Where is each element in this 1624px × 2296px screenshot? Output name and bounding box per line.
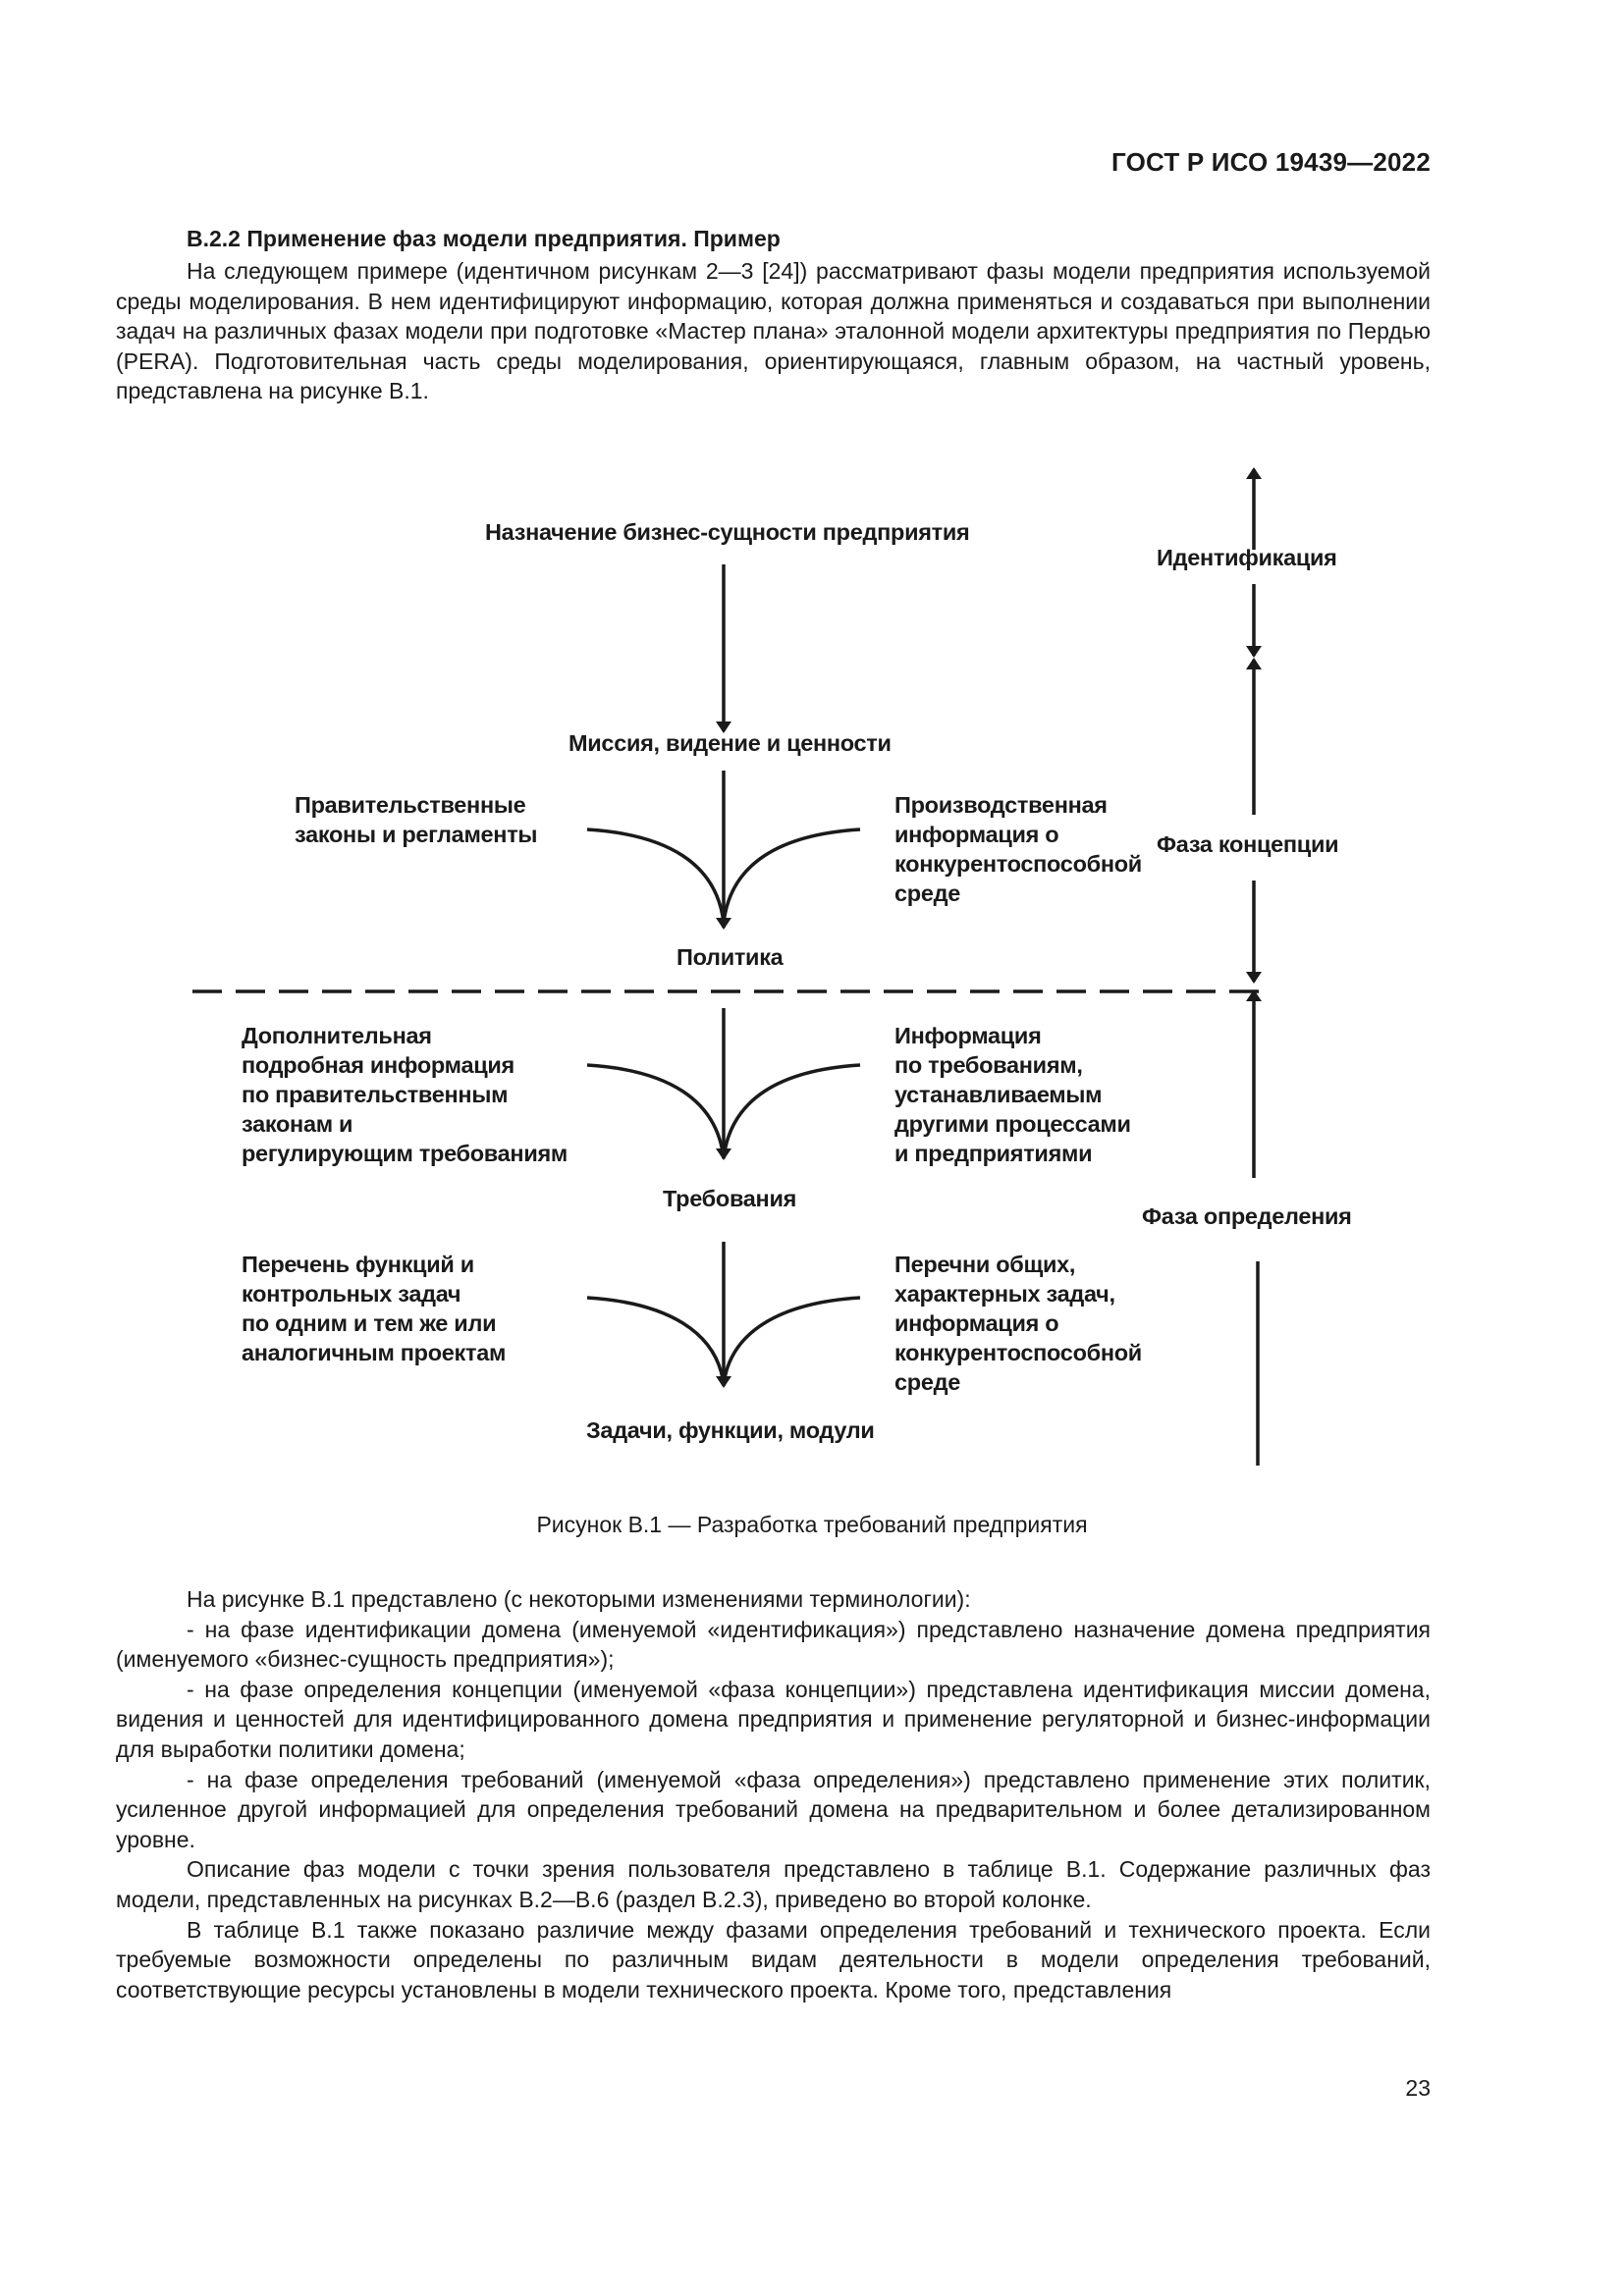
phase-concept: Фаза концепции [1157, 831, 1339, 857]
curve-common-tasks [724, 1298, 860, 1384]
curve-functions-list [587, 1298, 724, 1384]
input-line: аналогичным проектам [242, 1340, 507, 1365]
node-requirements: Требования [663, 1186, 797, 1211]
body-paragraph: На рисунке В.1 представлено (с некоторыми изменениями терминологии): [187, 1586, 971, 1612]
node-tasks: Задачи, функции, модули [586, 1417, 875, 1443]
input-line: и предприятиями [894, 1141, 1093, 1166]
input-line: контрольных задач [242, 1281, 461, 1307]
node-mission: Миссия, видение и ценности [568, 730, 892, 756]
input-line: Перечни общих, [894, 1252, 1076, 1277]
input-line: среде [894, 1369, 960, 1395]
figure-caption: Рисунок В.1 — Разработка требований предприятия [536, 1512, 1088, 1537]
input-line: законам и [242, 1111, 353, 1137]
input-line: по требованиям, [894, 1052, 1083, 1078]
body-bullet: - на фазе определения требований (именуемой «фаза определения») представлено применение этих политик, усиленное другой информацией для определения требований домена на предварительном и более детализированном уровне. [116, 1766, 1431, 1852]
input-line: устанавливаемым [894, 1082, 1103, 1107]
input-functions-list [242, 1250, 506, 1367]
intro-text: На следующем примере (идентичном рисункам 2—3 [24]) рассматривают фазы модели предприятия используемой среды моделирования. В нем идентифицируют информацию, которая должна применяться и создаваться при выполнении задач на различных фазах модели при подготовке «Мастер плана» эталонной модели архитектуры предприятия по Пердью (PERA). Подготовительная часть среды моделирования, ориентирующаяся, главным образом, на частный уровень, представлена на рисунке В.1. [116, 258, 1431, 404]
input-line: Перечень функций и [242, 1252, 474, 1277]
input-line: Дополнительная [242, 1023, 432, 1048]
input-line: информация о [894, 1310, 1059, 1336]
input-line: регулирующим требованиям [242, 1141, 568, 1166]
curve-additional-info [587, 1065, 724, 1158]
curve-gov-laws [587, 829, 724, 923]
input-line: подробная информация [242, 1052, 514, 1078]
curve-production-info [724, 829, 860, 923]
body-bullet: - на фазе идентификации домена (именуемой «идентификация») представлено назначение домена предприятия (именуемого «бизнес-сущность предприятия»); [116, 1616, 1431, 1673]
input-line: информация о [894, 822, 1059, 847]
input-common-tasks [894, 1250, 1142, 1397]
input-line: Правительственные [295, 792, 526, 818]
input-line: Производственная [894, 792, 1108, 818]
input-gov-laws [295, 790, 537, 849]
input-line: другими процессами [894, 1111, 1131, 1137]
body-paragraph: Описание фаз модели с точки зрения пользователя представлено в таблице В.1. Содержание различных фаз модели, представленных на рисунках В.2—В.6 (раздел В.2.3), приведено во второй колонке. [116, 1856, 1431, 1912]
curve-req-info [724, 1065, 860, 1158]
input-line: конкурентоспособной [894, 851, 1142, 877]
document-header: ГОСТ Р ИСО 19439—2022 [1110, 147, 1431, 177]
input-additional-info [242, 1021, 568, 1168]
input-line: характерных задач, [894, 1281, 1115, 1307]
input-req-info [894, 1021, 1131, 1168]
phase-definition: Фаза определения [1142, 1203, 1352, 1229]
node-policy: Политика [677, 944, 784, 970]
input-line: по правительственным [242, 1082, 509, 1107]
section-title: В.2.2 Применение фаз модели предприятия. Пример [187, 226, 781, 251]
page-number: 23 [1405, 2075, 1431, 2101]
body-text [116, 1584, 1431, 2004]
input-line: среде [894, 881, 960, 906]
input-line: Информация [894, 1023, 1042, 1048]
input-line: законы и регламенты [295, 822, 538, 847]
body-bullet: - на фазе определения концепции (именуемой «фаза концепции») представлена идентификация миссии домена, видения и ценностей для идентифицированного домена предприятия и применение регуляторной и бизнес-информации для выработки политики домена; [116, 1676, 1431, 1762]
input-line: по одним и тем же или [242, 1310, 497, 1336]
body-paragraph: В таблице В.1 также показано различие между фазами определения требований и технического проекта. Если требуемые возможности определены по различным видам деятельности в модели определения требований, соответствующие ресурсы установлены в модели технического проекта. Кроме того, представления [116, 1916, 1431, 2002]
input-line: конкурентоспособной [894, 1340, 1142, 1365]
node-purpose: Назначение бизнес-сущности предприятия [485, 519, 970, 545]
input-production-info [894, 790, 1142, 908]
phase-identification: Идентификация [1157, 545, 1337, 570]
